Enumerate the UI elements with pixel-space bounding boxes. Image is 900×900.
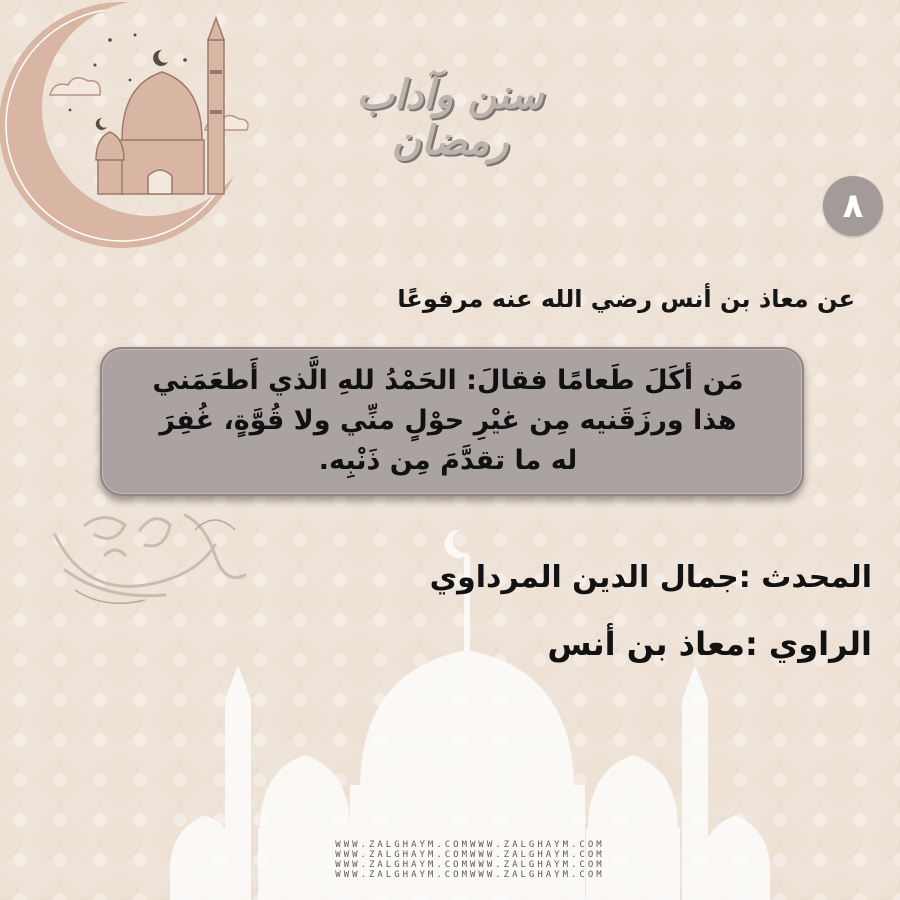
hadith-text: مَن أكَلَ طَعامًا فقالَ: الحَمْدُ للهِ الَّذي أَطعَمَني هذا ورزَقَنيه مِن غيْرِ حوْلٍ منِّي ولا قُوَّةٍ، غُفِرَ له ما تقدَّمَ مِن ذَنْبِه. [152, 365, 744, 476]
watermark-line: WWW.ZALGHAYM.COMWWW.ZALGHAYM.COM [335, 840, 605, 850]
watermark-line: WWW.ZALGHAYM.COMWWW.ZALGHAYM.COM [335, 860, 605, 870]
muhaddith-line: المحدث :جمال الدين المرداوي [429, 560, 872, 595]
watermark-line: WWW.ZALGHAYM.COMWWW.ZALGHAYM.COM [335, 850, 605, 860]
narration-intro: عن معاذ بن أنس رضي الله عنه مرفوعًا [397, 285, 855, 313]
number-badge: ٨ [823, 176, 883, 236]
watermark [270, 840, 670, 880]
rawi-line: الراوي :معاذ بن أنس [547, 625, 872, 663]
page-title: سنن وآداب رمضان [356, 72, 544, 164]
crescent-mosque-icon [0, 0, 260, 260]
hadith-box [100, 347, 804, 496]
watermark-line: WWW.ZALGHAYM.COMWWW.ZALGHAYM.COM [335, 870, 605, 880]
